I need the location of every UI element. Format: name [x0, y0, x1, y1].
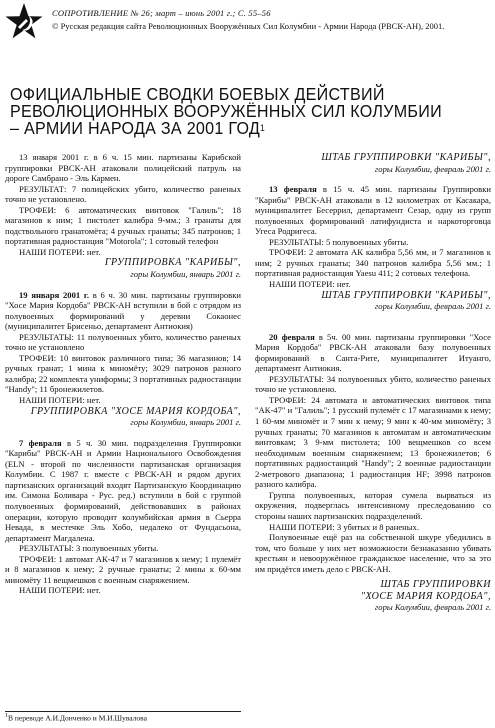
copyright-notice: © Русская редакция сайта Революционных Вооружённых Сил Колумбии - Армии Народа (РВСК-АН), 2001.	[52, 21, 445, 31]
signature: ШТАБ ГРУППИРОВКИ "КАРИБЫ",	[321, 289, 491, 301]
signature-place: горы Колумбии, февраль 2001 г.	[374, 163, 491, 174]
signature: ГРУППИРОВКА "КАРИБЫ",	[104, 257, 241, 269]
journal-reference: СОПРОТИВЛЕНИЕ № 26; март – июнь 2001 г.; С. 55–56	[52, 8, 271, 18]
report-trophies: ТРОФЕИ: 6 автоматических винтовок "Галиль"; 18 магазинов к ним; 1 пистолет калибра 9-мм.; 3 гранаты для подствольного гранатомёта; 4 ручных гранаты; 345 патронов; 1 портативная радиостанция "Motorola"; 1 сотовый телефон	[5, 204, 241, 247]
left-column	[5, 152, 241, 596]
article-title: ОФИЦИАЛЬНЫЕ СВОДКИ БОЕВЫХ ДЕЙСТВИЙ РЕВОЛЮЦИОННЫХ ВООРУЖЁННЫХ СИЛ КОЛУМБИИ – АРМИИ НАРОДА ЗА 2001 ГОД$^1$	[10, 84, 442, 138]
report-losses: НАШИ ПОТЕРИ: 3 убитых и 8 раненых.	[269, 521, 419, 532]
title-footnote-mark: 1	[260, 123, 265, 133]
footnote-text: В переводе А.И.Донченко и М.И.Шувалова	[8, 713, 147, 723]
report-paragraph: 7 февраля в 5 ч. 30 мин. подразделения Группировки "Карибы" РВСК-АН и Армии Национального Освобождения (ELN - второй по численности партизанская организация Колумбии. С 1987 г. вместе с РВСК-АН и рядом других партизанских организаций входят Партизанскую Координацию им. Симона Боливара - Рус. ред.) вступили в бой с группой полувоенных формирований, действовавших в районах операции, которую проводит колумбийская армия в Сьерра Невада, в местечке Эль Хобо, недалеко от Фундасьона, департамент Магдалена.	[5, 437, 241, 543]
signature-place: горы Колумбии, февраль 2001 г.	[374, 602, 491, 613]
report-trophies: ТРОФЕИ: 24 автомата и автоматических винтовок типа "АК-47" и "Галиль"; 1 русский пулемёт с 17 магазинами к нему; 1 60-мм миномёт и 7 мин к нему; 9 мин к 40-мм миномёту; 3 ручных гранаты; 70 магазинов к автоматам и автоматическим винтовкам; 3 9-мм пистолета; 100 вещмешков со всем необходимым военным снаряжением; 13 бронежилетов; 6 портативных радиостанций "Handy"; 2 военные радиостанции 2-метрового диапазона; 1 радиостанция HF; 3998 патронов разного калибра.	[255, 394, 491, 490]
report-paragraph: 13 февраля в 15 ч. 45 мин. партизаны Группировки "Карибы" РВСК-АН атаковали в 12 километрах от Касакара, муниципалитет Бесеррил, департамент Сезар, одну из групп полувоенных формирований латифундиста и наркоторговца Угеса Родригеса.	[255, 184, 491, 237]
report-paragraph: 19 января 2001 г. в 6 ч. 30 мин. партизаны группировки "Хосе Мария Кордоба" РВСК-АН вступили в бой с отрядом из полувоенных формирований у деревни Сокаонес (муниципалитет Брисеньо, департамент Антиокия)	[5, 289, 241, 332]
report-trophies: ТРОФЕИ: 2 автомата АК калибра 5,56 мм, и 7 магазинов к ним; 2 ручных гранаты; 340 патронов калибра 5,56 мм.; 1 портативная радиостанция Yaesu 411; 2 сотовых телефона.	[255, 247, 491, 279]
star-hammer-sickle-logo	[4, 2, 44, 42]
signature: ГРУППИРОВКА "ХОСЕ МАРИЯ КОРДОБА",	[30, 405, 241, 417]
report-paragraph: 13 января 2001 г. в 6 ч. 15 мин. партизаны Карибской группировки РВСК-АН атаковали полицейский патруль на дороге Самбрано - Эль Кармен.	[5, 152, 241, 184]
report-results: РЕЗУЛЬТАТ: 7 полицейских убито, количество раненых точно не установлено.	[5, 183, 241, 205]
report-trophies: ТРОФЕИ: 10 винтовок различного типа; 36 магазинов; 14 ручных гранат; 1 мина к миномёту; 3029 патронов разного калибра; 22 комплекта униформы; 3 портативных радиостанции "Handy"; 11 бронежилетов.	[5, 352, 241, 395]
signature: ШТАБ ГРУППИРОВКИ	[380, 579, 491, 591]
report-losses: НАШИ ПОТЕРИ: нет.	[269, 279, 351, 290]
signature-place: горы Колумбии, январь 2001 г.	[130, 269, 241, 280]
report-trophies: ТРОФЕИ: 1 автомат АК-47 и 7 магазинов к нему; 1 пулемёт и 8 магазинов к нему; 2 ручные гранаты; 2 мины к 60-мм миномёту 11 вещмешков с военным снаряжением.	[5, 553, 241, 585]
signature-place: горы Колумбии, январь 2001 г.	[130, 417, 241, 428]
report-losses: НАШИ ПОТЕРИ: нет.	[19, 585, 101, 596]
signature: ШТАБ ГРУППИРОВКИ "КАРИБЫ",	[321, 152, 491, 163]
footnote-mark: 1	[5, 713, 8, 719]
page-header	[0, 0, 495, 46]
report-results: РЕЗУЛЬТАТЫ: 34 полувоенных убито, количество раненых точно не установлено.	[255, 373, 491, 395]
right-column	[255, 152, 491, 613]
report-results: РЕЗУЛЬТАТЫ: 5 полувоенных убиты.	[269, 236, 409, 247]
signature: "ХОСЕ МАРИЯ КОРДОБА",	[360, 590, 491, 602]
report-losses: НАШИ ПОТЕРИ: нет.	[19, 395, 101, 406]
report-paragraph: 20 февраля в 5ч. 00 мин. партизаны группировки "Хосе Мария Кордоба" РВСК-АН атаковали базу полувоенных формирований в Санта-Рите, муниципалитет Итуанго, департамент Антиокия.	[255, 331, 491, 374]
report-results: РЕЗУЛЬТАТЫ: 3 полувоенных убиты.	[19, 543, 159, 554]
report-paragraph: Группа полувоенных, которая сумела вырваться из окружения, подверглась интенсивному преследованию со стороны наших партизанских подразделений.	[255, 489, 491, 521]
footnote	[5, 711, 241, 723]
report-paragraph: Полувоенные ещё раз на собственной шкуре убедились в том, что больше у них нет возможности безнаказанно убивать крестьян и невооружённое гражданское население, что за это им придётся иметь дело с РВСК-АН.	[255, 532, 491, 574]
report-losses: НАШИ ПОТЕРИ: нет.	[19, 246, 101, 257]
report-results: РЕЗУЛЬТАТЫ: 11 полувоенных убито, количество раненых точно не установлено	[5, 331, 241, 353]
signature-place: горы Колумбии, февраль 2001 г.	[374, 301, 491, 312]
